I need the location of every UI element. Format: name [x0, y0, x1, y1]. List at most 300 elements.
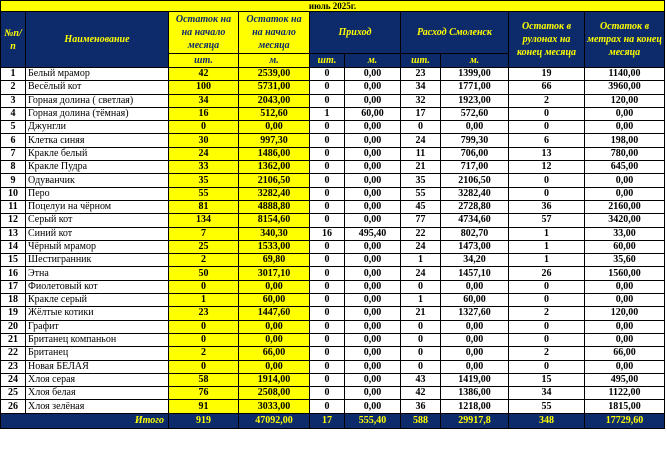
out-m: 572,60 [441, 107, 509, 120]
end-rolls: 1 [509, 254, 585, 267]
table-row [1, 347, 665, 360]
end-m: 33,00 [585, 227, 665, 240]
row-num: 6 [1, 134, 26, 147]
end-m: 1122,00 [585, 387, 665, 400]
table-row [1, 280, 665, 293]
end-rolls: 13 [509, 147, 585, 160]
out-m: 706,00 [441, 147, 509, 160]
start-pcs: 55 [169, 187, 239, 200]
in-m: 60,00 [345, 107, 401, 120]
in-pcs: 0 [310, 68, 345, 81]
row-num: 21 [1, 333, 26, 346]
item-name: Чёрный мрамор [26, 240, 169, 253]
in-pcs: 1 [310, 107, 345, 120]
out-m: 1386,00 [441, 387, 509, 400]
start-m: 340,30 [239, 227, 310, 240]
start-pcs: 34 [169, 94, 239, 107]
table-row [1, 200, 665, 213]
start-pcs: 33 [169, 161, 239, 174]
table-row [1, 307, 665, 320]
unit-start-pcs: шт. [169, 54, 239, 68]
item-name: Кракле Пудра [26, 161, 169, 174]
end-rolls: 2 [509, 307, 585, 320]
start-pcs: 58 [169, 373, 239, 386]
in-m: 0,00 [345, 121, 401, 134]
out-m: 0,00 [441, 360, 509, 373]
out-m: 0,00 [441, 347, 509, 360]
row-num: 5 [1, 121, 26, 134]
row-num: 9 [1, 174, 26, 187]
start-m: 4888,80 [239, 200, 310, 213]
start-m: 66,00 [239, 347, 310, 360]
header-name: Наименование [26, 12, 169, 68]
out-pcs: 35 [401, 174, 441, 187]
table-row [1, 121, 665, 134]
out-m: 1923,00 [441, 94, 509, 107]
start-m: 0,00 [239, 360, 310, 373]
in-m: 0,00 [345, 134, 401, 147]
table-row [1, 174, 665, 187]
table-row [1, 134, 665, 147]
item-name: Горная долина (тёмная) [26, 107, 169, 120]
unit-out-m: м. [441, 54, 509, 68]
start-m: 3033,00 [239, 400, 310, 413]
start-m: 0,00 [239, 121, 310, 134]
row-num: 7 [1, 147, 26, 160]
item-name: Серый кот [26, 214, 169, 227]
row-num: 16 [1, 267, 26, 280]
table-row [1, 107, 665, 120]
table-row [1, 387, 665, 400]
end-rolls: 0 [509, 107, 585, 120]
header-end-m: Остаток в метрах на конец месяца [585, 12, 665, 68]
table-row [1, 81, 665, 94]
row-num: 19 [1, 307, 26, 320]
end-m: 0,00 [585, 280, 665, 293]
in-pcs: 0 [310, 121, 345, 134]
out-pcs: 0 [401, 121, 441, 134]
start-pcs: 42 [169, 68, 239, 81]
item-name: Жёлтые котики [26, 307, 169, 320]
start-pcs: 0 [169, 360, 239, 373]
total-end-m: 17729,60 [585, 413, 665, 428]
out-pcs: 1 [401, 294, 441, 307]
end-m: 3420,00 [585, 214, 665, 227]
in-m: 0,00 [345, 347, 401, 360]
end-m: 35,60 [585, 254, 665, 267]
end-m: 0,00 [585, 121, 665, 134]
in-m: 0,00 [345, 307, 401, 320]
unit-in-pcs: шт. [310, 54, 345, 68]
table-row [1, 320, 665, 333]
total-start-pcs: 919 [169, 413, 239, 428]
unit-in-m: м. [345, 54, 401, 68]
out-m: 1399,00 [441, 68, 509, 81]
end-rolls: 26 [509, 267, 585, 280]
item-name: Клетка синяя [26, 134, 169, 147]
total-in-m: 555,40 [345, 413, 401, 428]
in-m: 0,00 [345, 373, 401, 386]
start-m: 5731,00 [239, 81, 310, 94]
out-m: 1771,00 [441, 81, 509, 94]
end-m: 2160,00 [585, 200, 665, 213]
out-m: 34,20 [441, 254, 509, 267]
start-pcs: 2 [169, 254, 239, 267]
in-pcs: 0 [310, 347, 345, 360]
table-row [1, 94, 665, 107]
table-row [1, 360, 665, 373]
unit-out-pcs: шт. [401, 54, 441, 68]
in-pcs: 0 [310, 81, 345, 94]
table-body [1, 68, 665, 414]
out-m: 799,30 [441, 134, 509, 147]
in-m: 0,00 [345, 333, 401, 346]
out-pcs: 55 [401, 187, 441, 200]
out-pcs: 22 [401, 227, 441, 240]
end-rolls: 66 [509, 81, 585, 94]
start-pcs: 23 [169, 307, 239, 320]
row-num: 15 [1, 254, 26, 267]
row-num: 14 [1, 240, 26, 253]
item-name: Весёлый кот [26, 81, 169, 94]
table-row [1, 227, 665, 240]
in-pcs: 0 [310, 333, 345, 346]
out-m: 2106,50 [441, 174, 509, 187]
end-rolls: 34 [509, 387, 585, 400]
table-row [1, 68, 665, 81]
end-m: 3960,00 [585, 81, 665, 94]
end-rolls: 36 [509, 200, 585, 213]
out-pcs: 24 [401, 240, 441, 253]
start-m: 1362,00 [239, 161, 310, 174]
end-rolls: 0 [509, 174, 585, 187]
start-m: 1914,00 [239, 373, 310, 386]
totals-row [1, 413, 665, 428]
table-row [1, 254, 665, 267]
out-pcs: 21 [401, 307, 441, 320]
header-income: Приход [310, 12, 401, 54]
start-m: 2043,00 [239, 94, 310, 107]
row-num: 25 [1, 387, 26, 400]
end-rolls: 0 [509, 121, 585, 134]
row-num: 13 [1, 227, 26, 240]
end-m: 120,00 [585, 94, 665, 107]
in-pcs: 0 [310, 267, 345, 280]
in-pcs: 0 [310, 134, 345, 147]
item-name: Белый мрамор [26, 68, 169, 81]
start-pcs: 25 [169, 240, 239, 253]
item-name: Фиолетовый кот [26, 280, 169, 293]
start-m: 0,00 [239, 320, 310, 333]
in-m: 0,00 [345, 174, 401, 187]
row-num: 20 [1, 320, 26, 333]
header-expense: Расход Смоленск [401, 12, 509, 54]
item-name: Одуванчик [26, 174, 169, 187]
row-num: 22 [1, 347, 26, 360]
start-pcs: 76 [169, 387, 239, 400]
end-m: 120,00 [585, 307, 665, 320]
out-pcs: 0 [401, 320, 441, 333]
out-m: 0,00 [441, 121, 509, 134]
out-m: 0,00 [441, 333, 509, 346]
start-pcs: 24 [169, 147, 239, 160]
item-name: Графит [26, 320, 169, 333]
start-m: 1533,00 [239, 240, 310, 253]
end-m: 0,00 [585, 320, 665, 333]
out-pcs: 24 [401, 267, 441, 280]
total-end-rolls: 348 [509, 413, 585, 428]
out-pcs: 24 [401, 134, 441, 147]
item-name: Кракле белый [26, 147, 169, 160]
start-pcs: 16 [169, 107, 239, 120]
item-name: Шестигранник [26, 254, 169, 267]
table-row [1, 373, 665, 386]
in-m: 0,00 [345, 147, 401, 160]
start-pcs: 35 [169, 174, 239, 187]
header-start-m: Остаток на на начало месяца [239, 12, 310, 54]
out-m: 1419,00 [441, 373, 509, 386]
end-rolls: 2 [509, 94, 585, 107]
item-name: Горная долина ( светлая) [26, 94, 169, 107]
end-rolls: 15 [509, 373, 585, 386]
in-m: 0,00 [345, 400, 401, 413]
out-pcs: 0 [401, 333, 441, 346]
end-rolls: 12 [509, 161, 585, 174]
table-row [1, 333, 665, 346]
end-m: 1140,00 [585, 68, 665, 81]
in-pcs: 0 [310, 147, 345, 160]
start-pcs: 30 [169, 134, 239, 147]
table-row [1, 161, 665, 174]
end-rolls: 6 [509, 134, 585, 147]
total-out-pcs: 588 [401, 413, 441, 428]
in-pcs: 0 [310, 400, 345, 413]
start-pcs: 0 [169, 333, 239, 346]
in-m: 0,00 [345, 240, 401, 253]
in-m: 0,00 [345, 161, 401, 174]
out-m: 1327,60 [441, 307, 509, 320]
start-m: 2106,50 [239, 174, 310, 187]
in-m: 0,00 [345, 280, 401, 293]
end-m: 0,00 [585, 174, 665, 187]
row-num: 4 [1, 107, 26, 120]
out-m: 2728,80 [441, 200, 509, 213]
in-pcs: 0 [310, 174, 345, 187]
row-num: 23 [1, 360, 26, 373]
table-row [1, 267, 665, 280]
start-m: 2508,00 [239, 387, 310, 400]
end-m: 780,00 [585, 147, 665, 160]
out-pcs: 21 [401, 161, 441, 174]
out-m: 1457,10 [441, 267, 509, 280]
in-pcs: 0 [310, 360, 345, 373]
row-num: 10 [1, 187, 26, 200]
in-m: 0,00 [345, 320, 401, 333]
out-pcs: 23 [401, 68, 441, 81]
end-m: 0,00 [585, 187, 665, 200]
in-pcs: 0 [310, 320, 345, 333]
in-pcs: 0 [310, 294, 345, 307]
row-num: 8 [1, 161, 26, 174]
end-rolls: 0 [509, 280, 585, 293]
title-row [1, 1, 665, 12]
out-m: 60,00 [441, 294, 509, 307]
out-pcs: 43 [401, 373, 441, 386]
end-rolls: 0 [509, 320, 585, 333]
item-name: Перо [26, 187, 169, 200]
report-title: июль 2025г. [1, 1, 665, 12]
end-m: 198,00 [585, 134, 665, 147]
in-pcs: 0 [310, 214, 345, 227]
start-m: 3282,40 [239, 187, 310, 200]
row-num: 18 [1, 294, 26, 307]
start-m: 1486,00 [239, 147, 310, 160]
start-m: 60,00 [239, 294, 310, 307]
start-m: 512,60 [239, 107, 310, 120]
out-m: 0,00 [441, 280, 509, 293]
out-pcs: 1 [401, 254, 441, 267]
start-m: 1447,60 [239, 307, 310, 320]
row-num: 1 [1, 68, 26, 81]
end-m: 66,00 [585, 347, 665, 360]
out-m: 3282,40 [441, 187, 509, 200]
total-out-m: 29917,8 [441, 413, 509, 428]
out-m: 1218,00 [441, 400, 509, 413]
in-m: 0,00 [345, 294, 401, 307]
out-pcs: 34 [401, 81, 441, 94]
start-pcs: 0 [169, 280, 239, 293]
out-m: 1473,00 [441, 240, 509, 253]
out-m: 4734,60 [441, 214, 509, 227]
out-pcs: 45 [401, 200, 441, 213]
end-rolls: 0 [509, 333, 585, 346]
total-start-m: 47092,00 [239, 413, 310, 428]
row-num: 24 [1, 373, 26, 386]
start-m: 997,30 [239, 134, 310, 147]
item-name: Хлоя зелёная [26, 400, 169, 413]
header-row [1, 12, 665, 54]
start-m: 2539,00 [239, 68, 310, 81]
start-pcs: 134 [169, 214, 239, 227]
in-pcs: 0 [310, 373, 345, 386]
out-m: 0,00 [441, 320, 509, 333]
in-m: 0,00 [345, 200, 401, 213]
in-m: 0,00 [345, 360, 401, 373]
end-m: 645,00 [585, 161, 665, 174]
row-num: 2 [1, 81, 26, 94]
table-row [1, 214, 665, 227]
end-rolls: 2 [509, 347, 585, 360]
in-pcs: 0 [310, 161, 345, 174]
unit-start-m: м. [239, 54, 310, 68]
item-name: Новая БЕЛАЯ [26, 360, 169, 373]
item-name: Хлоя белая [26, 387, 169, 400]
out-pcs: 11 [401, 147, 441, 160]
table-row [1, 187, 665, 200]
end-m: 495,00 [585, 373, 665, 386]
item-name: Британец [26, 347, 169, 360]
in-pcs: 0 [310, 200, 345, 213]
row-num: 17 [1, 280, 26, 293]
table-row [1, 294, 665, 307]
item-name: Этна [26, 267, 169, 280]
in-pcs: 0 [310, 254, 345, 267]
start-m: 8154,60 [239, 214, 310, 227]
out-pcs: 77 [401, 214, 441, 227]
end-m: 0,00 [585, 107, 665, 120]
in-m: 0,00 [345, 267, 401, 280]
item-name: Хлоя серая [26, 373, 169, 386]
end-rolls: 0 [509, 187, 585, 200]
end-m: 0,00 [585, 360, 665, 373]
out-pcs: 0 [401, 347, 441, 360]
out-pcs: 0 [401, 280, 441, 293]
in-pcs: 0 [310, 240, 345, 253]
out-m: 717,00 [441, 161, 509, 174]
start-pcs: 0 [169, 320, 239, 333]
start-pcs: 2 [169, 347, 239, 360]
header-end-rolls: Остаток в рулонах на конец месяца [509, 12, 585, 68]
in-pcs: 16 [310, 227, 345, 240]
row-num: 12 [1, 214, 26, 227]
end-m: 0,00 [585, 333, 665, 346]
start-m: 0,00 [239, 333, 310, 346]
item-name: Синий кот [26, 227, 169, 240]
end-m: 60,00 [585, 240, 665, 253]
start-pcs: 100 [169, 81, 239, 94]
in-pcs: 0 [310, 187, 345, 200]
out-pcs: 17 [401, 107, 441, 120]
item-name: Кракле серый [26, 294, 169, 307]
start-m: 0,00 [239, 280, 310, 293]
in-m: 495,40 [345, 227, 401, 240]
out-pcs: 0 [401, 360, 441, 373]
end-rolls: 0 [509, 294, 585, 307]
end-rolls: 57 [509, 214, 585, 227]
in-m: 0,00 [345, 81, 401, 94]
out-pcs: 36 [401, 400, 441, 413]
end-rolls: 19 [509, 68, 585, 81]
end-rolls: 1 [509, 227, 585, 240]
total-in-pcs: 17 [310, 413, 345, 428]
totals-label: Итого [1, 413, 169, 428]
end-rolls: 0 [509, 360, 585, 373]
start-pcs: 50 [169, 267, 239, 280]
table-row [1, 147, 665, 160]
item-name: Джунгли [26, 121, 169, 134]
row-num: 3 [1, 94, 26, 107]
end-rolls: 55 [509, 400, 585, 413]
end-rolls: 1 [509, 240, 585, 253]
start-pcs: 0 [169, 121, 239, 134]
in-m: 0,00 [345, 68, 401, 81]
table-row [1, 240, 665, 253]
in-pcs: 0 [310, 280, 345, 293]
header-num: №п/п [1, 12, 26, 68]
start-pcs: 81 [169, 200, 239, 213]
start-pcs: 1 [169, 294, 239, 307]
item-name: Поцелуи на чёрном [26, 200, 169, 213]
row-num: 11 [1, 200, 26, 213]
item-name: Британец компаньон [26, 333, 169, 346]
out-pcs: 42 [401, 387, 441, 400]
end-m: 1815,00 [585, 400, 665, 413]
row-num: 26 [1, 400, 26, 413]
in-m: 0,00 [345, 187, 401, 200]
start-pcs: 7 [169, 227, 239, 240]
in-m: 0,00 [345, 94, 401, 107]
end-m: 0,00 [585, 294, 665, 307]
